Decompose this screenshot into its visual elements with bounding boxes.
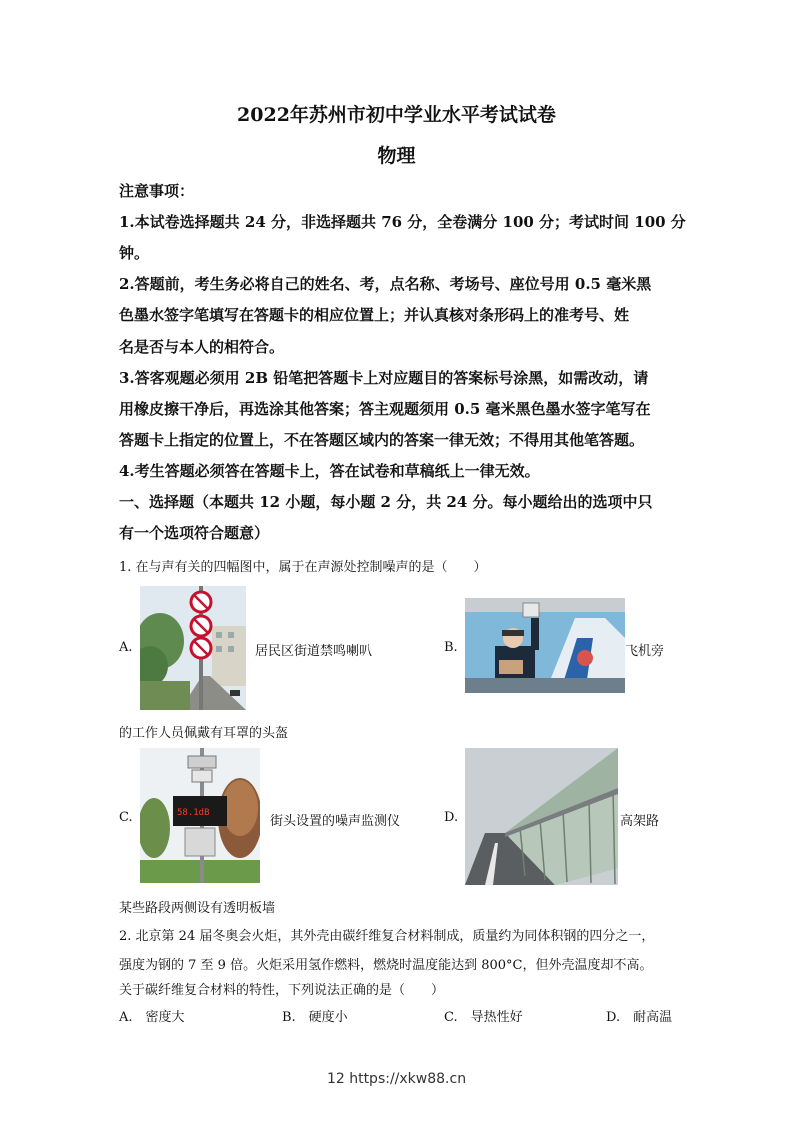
option-d-label: D. bbox=[444, 810, 459, 825]
option-a-text: 居民区街道禁鸣喇叭 bbox=[255, 644, 373, 659]
page-footer: 12 https://xkw88.cn bbox=[326, 1071, 467, 1087]
noise-display-reading: 58.1dB bbox=[177, 808, 210, 818]
notice-item-3: 3.答客观题必须用 2B 铅笔把答题卡上对应题目的答案标号涂黑，如需改动，请 bbox=[119, 369, 649, 387]
notice-item-1-cont: 钟。 bbox=[119, 244, 150, 262]
page-title: 2022年苏州市初中学业水平考试试卷 bbox=[237, 104, 556, 126]
question-2-option-a: A. 密度大 bbox=[119, 1010, 185, 1025]
question-2-stem-cont: 强度为钢的 7 至 9 倍。火炬采用氢作燃料，燃烧时温度能达到 800°C，但外壳温度却不高。 bbox=[119, 958, 653, 973]
notice-heading: 注意事项： bbox=[119, 182, 195, 200]
option-d-text: 高架路 bbox=[620, 814, 660, 829]
question-2-option-b: B. 硬度小 bbox=[282, 1010, 348, 1025]
elevated-road-sound-barrier-photo bbox=[465, 748, 618, 885]
option-c-label: C. bbox=[119, 810, 133, 825]
no-honking-street-photo bbox=[140, 586, 246, 710]
noise-monitor-photo bbox=[140, 748, 260, 883]
airport-worker-ear-protection-photo bbox=[465, 598, 625, 693]
notice-item-1: 1.本试卷选择题共 24 分，非选择题共 76 分，全卷满分 100 分；考试时间 100 分 bbox=[119, 213, 686, 231]
question-2-option-c: C. 导热性好 bbox=[444, 1010, 523, 1025]
notice-item-3-cont: 用橡皮擦干净后，再选涂其他答案；答主观题须用 0.5 毫米黑色墨水签字笔写在 bbox=[119, 400, 651, 418]
subject-title: 物理 bbox=[377, 145, 416, 167]
notice-item-2-cont: 色墨水签字笔填写在答题卡的相应位置上；并认真核对条形码上的准考号、姓 bbox=[119, 306, 630, 324]
question-1-stem: 1. 在与声有关的四幅图中，属于在声源处控制噪声的是（ ） bbox=[119, 560, 487, 575]
question-2-option-d: D. 耐高温 bbox=[606, 1010, 673, 1025]
option-d-text-cont: 某些路段两侧设有透明板墙 bbox=[119, 901, 276, 916]
option-b-text-cont: 的工作人员佩戴有耳罩的头盔 bbox=[119, 726, 289, 741]
notice-item-2: 2.答题前，考生务必将自己的姓名、考，点名称、考场号、座位号用 0.5 毫米黑 bbox=[119, 275, 652, 293]
question-2-stem: 2. 北京第 24 届冬奥会火炬，其外壳由碳纤维复合材料制成，质量约为同体积钢的四分之一， bbox=[119, 929, 655, 944]
option-c-text: 街头设置的噪声监测仪 bbox=[270, 814, 401, 829]
question-2-stem-cont2: 关于碳纤维复合材料的特性，下列说法正确的是（ ） bbox=[119, 983, 445, 998]
section-1-heading: 一、选择题（本题共 12 小题，每小题 2 分，共 24 分。每小题给出的选项中只 bbox=[119, 493, 653, 511]
option-b-text: 飞机旁 bbox=[625, 644, 665, 659]
section-1-heading-cont: 有一个选项符合题意） bbox=[119, 524, 270, 542]
option-a-label: A. bbox=[119, 640, 133, 655]
notice-item-3-cont2: 答题卡上指定的位置上，不在答题区域内的答案一律无效；不得用其他笔答题。 bbox=[119, 431, 645, 449]
notice-item-4: 4.考生答题必须答在答题卡上，答在试卷和草稿纸上一律无效。 bbox=[119, 462, 540, 480]
option-b-label: B. bbox=[444, 640, 458, 655]
notice-item-2-cont2: 名是否与本人的相符合。 bbox=[119, 338, 285, 356]
